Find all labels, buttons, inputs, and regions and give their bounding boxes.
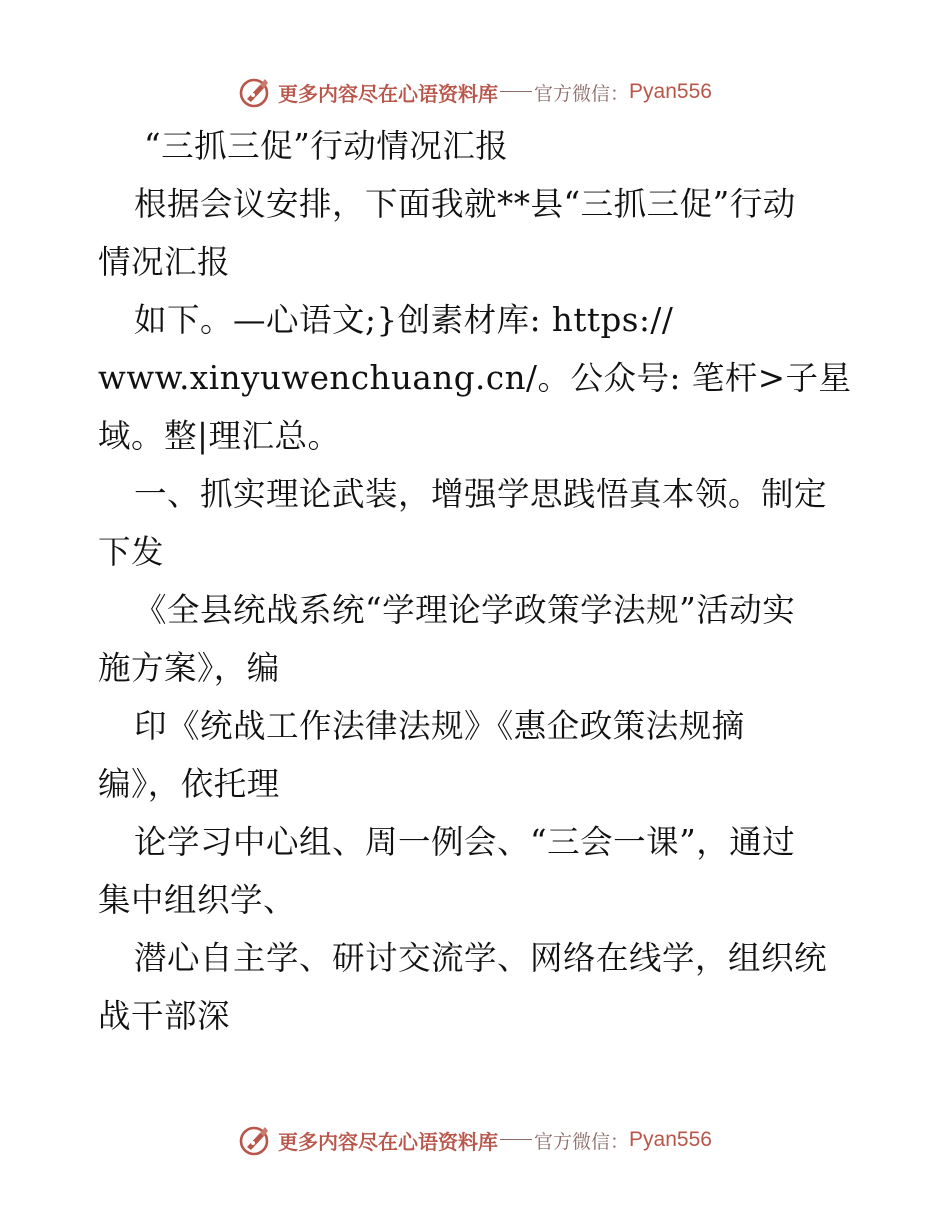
footer-watermark <box>0 1120 950 1160</box>
watermark-dash <box>500 91 532 92</box>
header-watermark <box>0 72 950 112</box>
text-line: 根据会议安排，下面我就**县“三抓三促”行动 <box>134 185 796 223</box>
text-line: www.xinyuwenchuang.cn/。公众号: 笔杆>子星 <box>98 359 852 397</box>
text-line: 域。整|理汇总。 <box>98 417 341 455</box>
text-line: 情况汇报 <box>98 243 231 281</box>
text-line: 编》，依托理 <box>98 765 280 803</box>
watermark-id: Pyan556 <box>629 1128 712 1151</box>
text-line: 战干部深 <box>98 997 231 1035</box>
watermark-dash <box>500 1139 532 1140</box>
text-line: 下发 <box>98 533 165 571</box>
text-line: 《全县统战系统“学理论学政策学法规”活动实 <box>134 591 796 629</box>
pen-logo-icon <box>238 1123 272 1157</box>
watermark-sub-text: 官方微信： <box>534 1130 630 1153</box>
text-line: 一、抓实理论武装，增强学思践悟真本领。制定 <box>134 475 828 513</box>
text-line: 集中组织学、 <box>98 881 297 919</box>
document-title: “三抓三促”行动情况汇报 <box>144 127 509 165</box>
text-line: 印《统战工作法律法规》《惠企政策法规摘 <box>134 707 745 745</box>
text-line: 如下。—心语文;}创素材库: https:// <box>134 301 674 339</box>
watermark-id: Pyan556 <box>629 80 712 103</box>
watermark-main-text: 更多内容尽在心语资料库 <box>278 81 499 106</box>
text-line: 潜心自主学、研讨交流学、网络在线学，组织统 <box>134 939 828 977</box>
pen-logo-icon <box>238 75 272 109</box>
watermark-main-text: 更多内容尽在心语资料库 <box>278 1129 499 1154</box>
watermark-sub-text: 官方微信： <box>534 82 630 105</box>
text-line: 施方案》，编 <box>98 649 280 687</box>
text-line: 论学习中心组、周一例会、“三会一课”，通过 <box>134 823 796 861</box>
document-body <box>98 117 858 1045</box>
